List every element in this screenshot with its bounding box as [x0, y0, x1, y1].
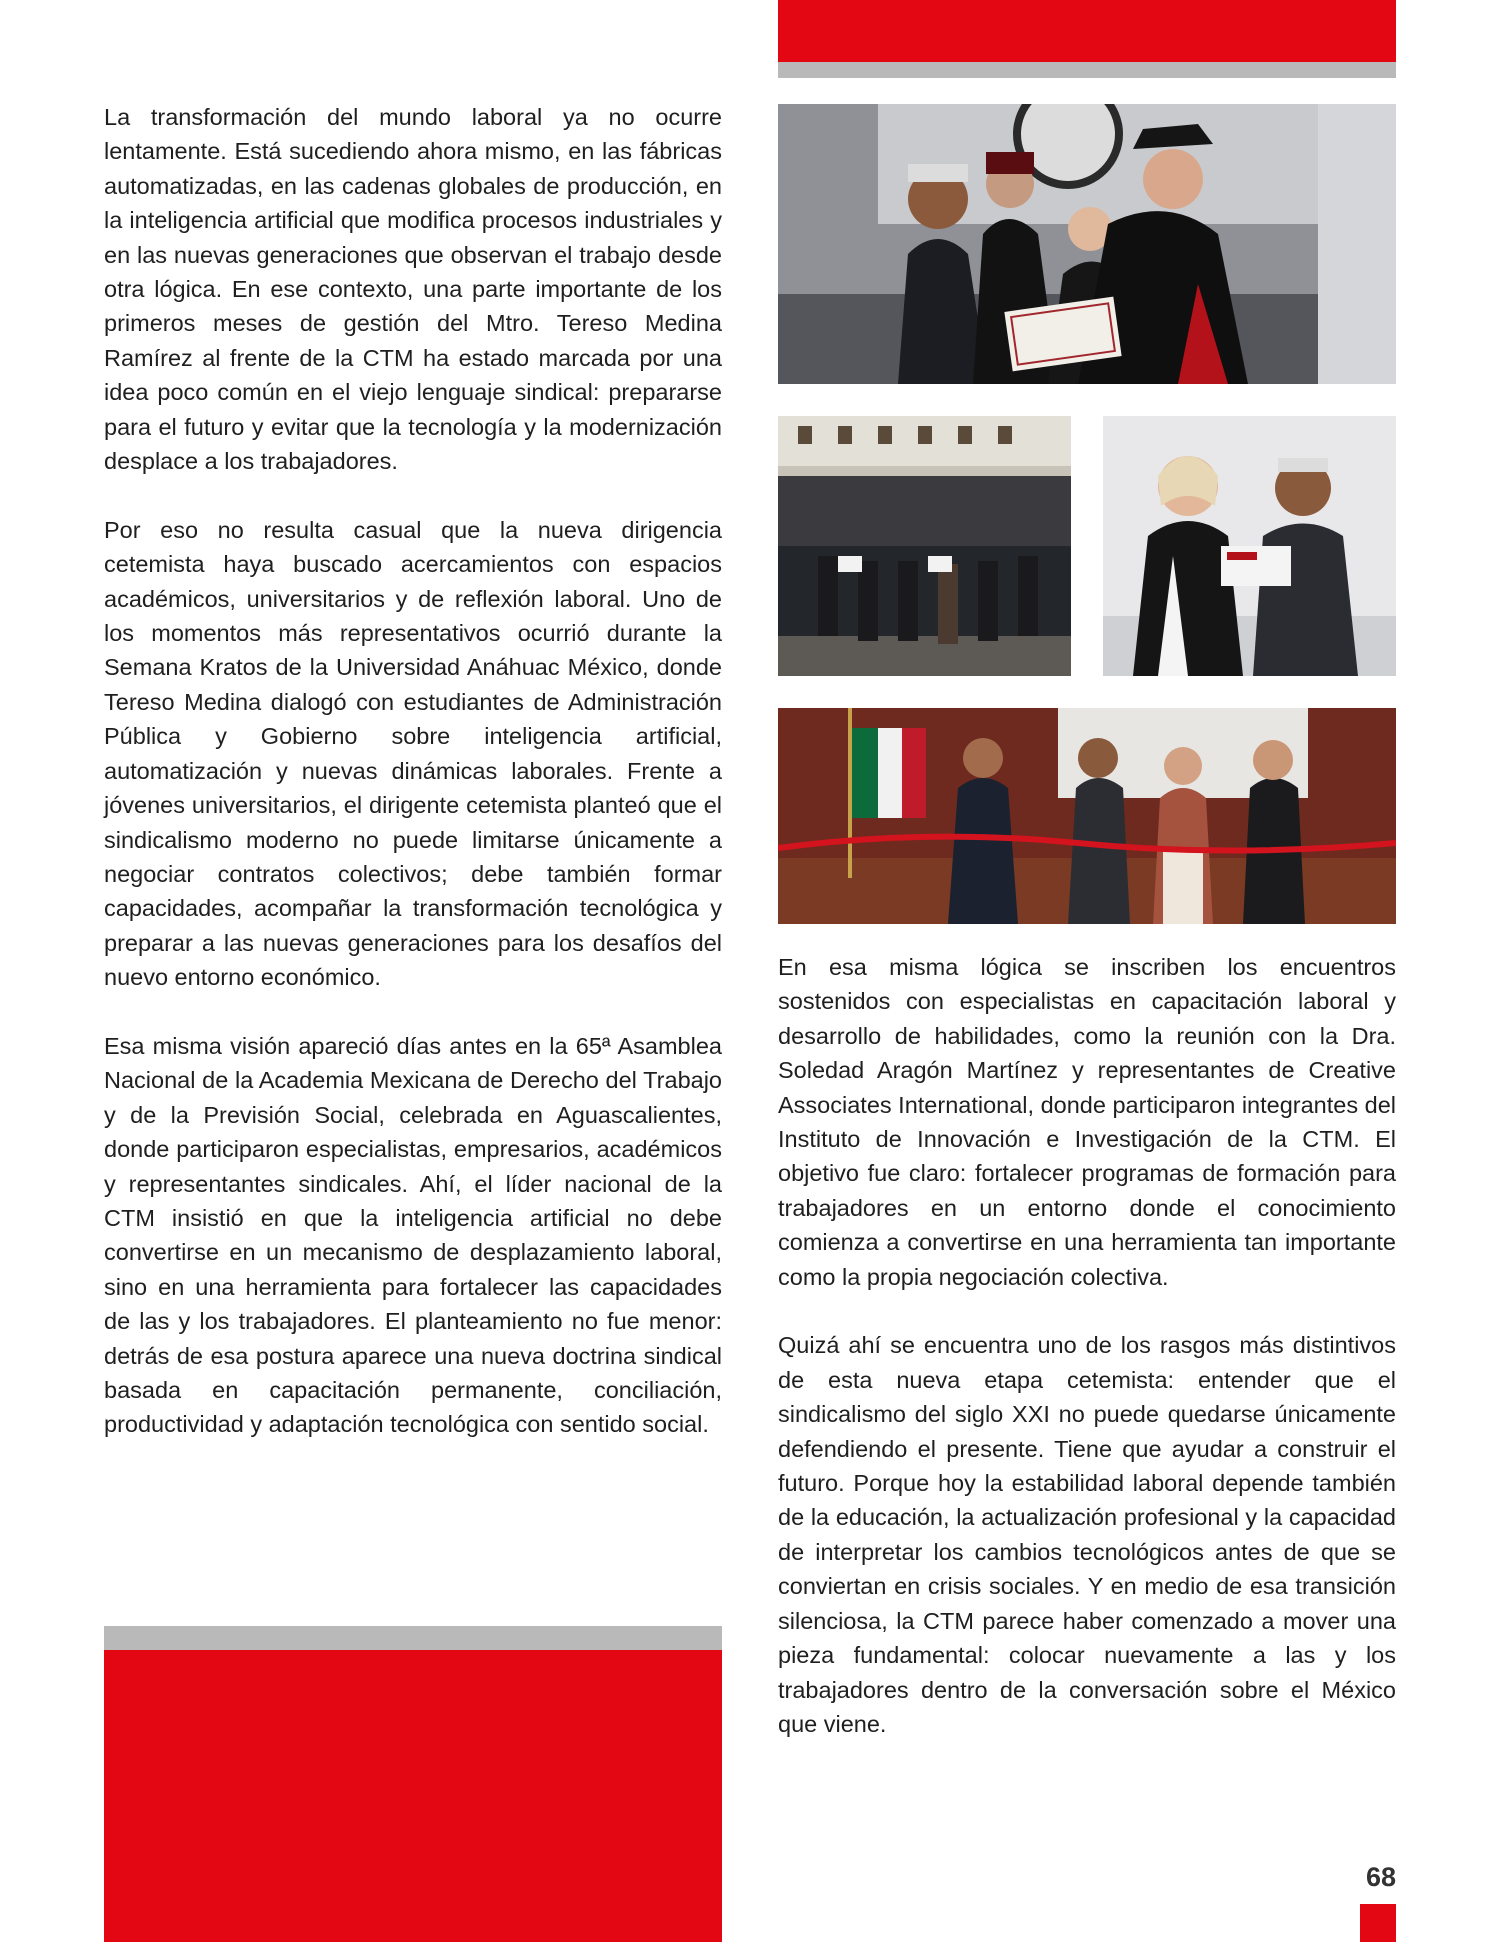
paragraph: Por eso no resulta casual que la nueva dirigencia cetemista haya buscado acercamientos con espacios académicos, universitarios y de reflexión laboral. Uno de los momentos más representativos ocurrió durante la Semana Kratos de la Universidad Anáhuac México, donde Tereso Medina dialogó con estudiantes de Administración Pública y Gobierno sobre inteligencia artificial, automatización y nuevas dinámicas laborales. Frente a jóvenes universitarios, el dirigente cetemista planteó que el sindicalismo moderno no puede limitarse únicamente a negociar contratos colectivos; debe también formar capacidades, acompañar la transformación tecnológica y preparar a las nuevas generaciones para los desafíos del nuevo entorno económico.: [104, 516, 722, 991]
page-number: 68: [1365, 1862, 1396, 1892]
paragraph: En esa misma lógica se inscriben los encuentros sostenidos con especialistas en capacitación laboral y desarrollo de habilidades, como la reunión con la Dra. Soledad Aragón Martínez y representantes de Creative Associates International, donde participaron integrantes del Instituto de Innovación e Investigación de la CTM. El objetivo fue claro: fortalecer programas de formación para trabajadores en un entorno donde el conocimiento comienza a convertirse en una herramienta tan importante como la propia negociación colectiva.: [778, 954, 1396, 1290]
top-red-band: [778, 0, 1396, 62]
page-number-red-marker: [1360, 1904, 1396, 1942]
group-photo: [778, 416, 1071, 676]
paragraph: Quizá ahí se encuentra uno de los rasgos más distintivos de esta nueva etapa cetemista: entender que el sindicalismo del siglo XXI no puede quedarse únicamente defendiendo el presente. Tiene que ayudar a construir el futuro. Porque hoy la estabilidad laboral depende también de la educación, la actualización profesional y la capacidad de interpretar los cambios tecnológicos antes de que se conviertan en crisis sociales. Y en medio de esa transición silenciosa, la CTM parece haber comenzado a mover una pieza fundamental: colocar nuevamente a las y los trabajadores dentro de la conversación sobre el México que viene.: [778, 1332, 1396, 1737]
paragraph: La transformación del mundo laboral ya no ocurre lentamente. Está sucediendo ahora mismo, en las fábricas automatizadas, en las cadenas globales de producción, en la inteligencia artificial que modifica procesos industriales y en las nuevas generaciones que observan el trabajo desde otra lógica. En ese contexto, una parte importante de los primeros meses de gestión del Mtro. Tereso Medina Ramírez al frente de la CTM ha estado marcada por una idea poco común en el viejo lenguaje sindical: prepararse para el futuro y evitar que la tecnología y la modernización desplace a los trabajadores.: [104, 104, 722, 475]
top-gray-band: [778, 62, 1396, 78]
right-text-column: [778, 950, 1396, 1776]
ribbon-cutting-photo: [778, 708, 1396, 924]
award-handover-photo: [1103, 416, 1396, 676]
left-text-column: [104, 100, 722, 1476]
bottom-gray-band: [104, 1626, 722, 1650]
bottom-red-block: [104, 1650, 722, 1942]
paragraph: Esa misma visión apareció días antes en la 65ª Asamblea Nacional de la Academia Mexicana de Derecho del Trabajo y de la Previsión Social, celebrada en Aguascalientes, donde participaron especialistas, empresarios, académicos y representantes sindicales. Ahí, el líder nacional de la CTM insistió en que la inteligencia artificial no debe convertirse en un mecanismo de desplazamiento laboral, sino en una herramienta para fortalecer las capacidades de las y los trabajadores. El planteamiento no fue menor: detrás de esa postura aparece una nueva doctrina sindical basada en capacitación permanente, conciliación, productividad y adaptación tecnológica con sentido social.: [104, 1032, 722, 1438]
graduation-ceremony-photo: [778, 104, 1396, 384]
